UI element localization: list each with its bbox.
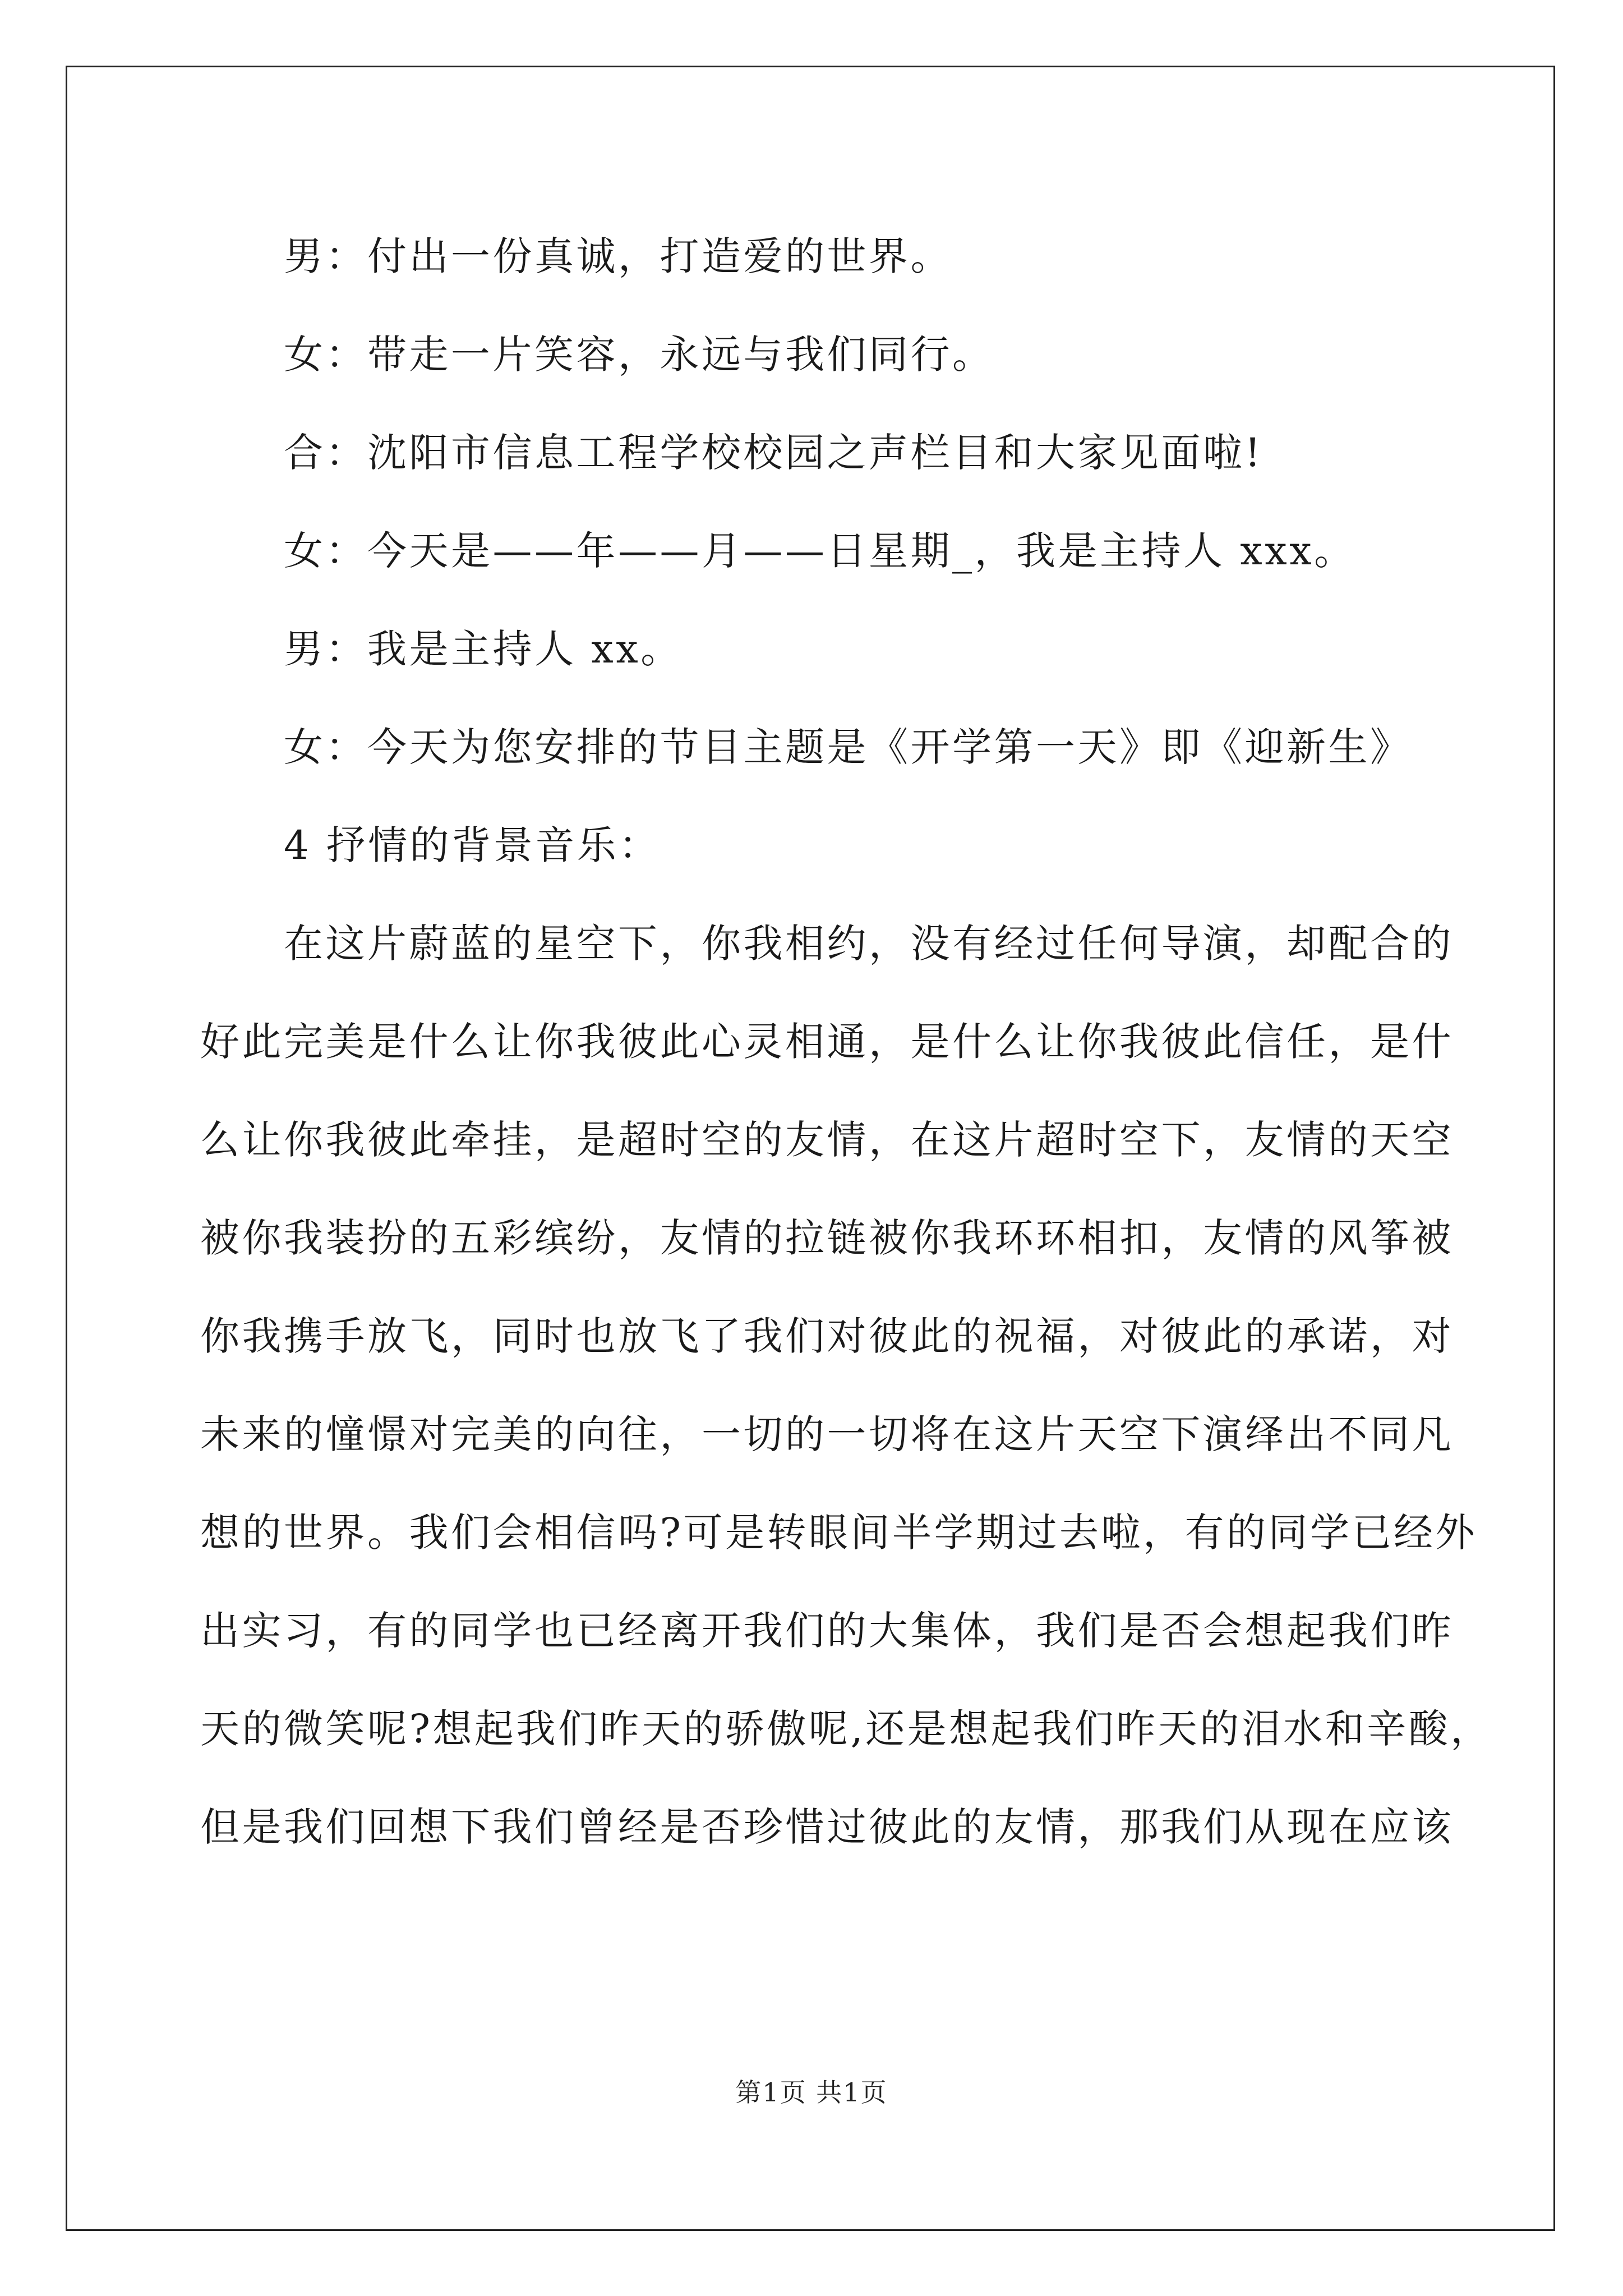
text-line: 合：沈阳市信息工程学校校园之声栏目和大家见面啦! [284,430,1264,476]
page-footer: 第1页 共1页 [735,2077,888,2108]
text-line: 想的世界。我们会相信吗?可是转眼间半学期过去啦，有的同学已经外 [200,1510,1478,1556]
text-line: 女：带走一片笑容，永远与我们同行。 [284,332,994,378]
text-line: 好此完美是什么让你我彼此心灵相通，是什么让你我彼此信任，是什 [200,1019,1454,1065]
text-line: 出实习，有的同学也已经离开我们的大集体，我们是否会想起我们昨 [200,1608,1454,1654]
text-line: 么让你我彼此牵挂，是超时空的友情，在这片超时空下，友情的天空 [200,1117,1454,1163]
text-line: 天的微笑呢?想起我们昨天的骄傲呢,还是想起我们昨天的泪水和辛酸， [200,1706,1492,1752]
text-line: 但是我们回想下我们曾经是否珍惜过彼此的友情，那我们从现在应该 [200,1804,1454,1850]
text-line: 女：今天是——年——月——日星期_，我是主持人 xxx。 [284,528,1356,574]
text-line: 男：付出一份真诚，打造爱的世界。 [284,233,952,279]
text-line: 你我携手放飞，同时也放飞了我们对彼此的祝福，对彼此的承诺，对 [200,1313,1454,1359]
text-line: 在这片蔚蓝的星空下，你我相约，没有经过任何导演，却配合的 [284,921,1454,967]
text-line: 被你我装扮的五彩缤纷，友情的拉链被你我环环相扣，友情的风筝被 [200,1215,1454,1261]
text-line: 4 抒情的背景音乐： [284,822,661,868]
text-line: 男：我是主持人 xx。 [284,626,683,672]
text-line: 未来的憧憬对完美的向往，一切的一切将在这片天空下演绎出不同凡 [200,1411,1454,1457]
text-line: 女：今天为您安排的节目主题是《开学第一天》即《迎新生》 [284,724,1412,770]
